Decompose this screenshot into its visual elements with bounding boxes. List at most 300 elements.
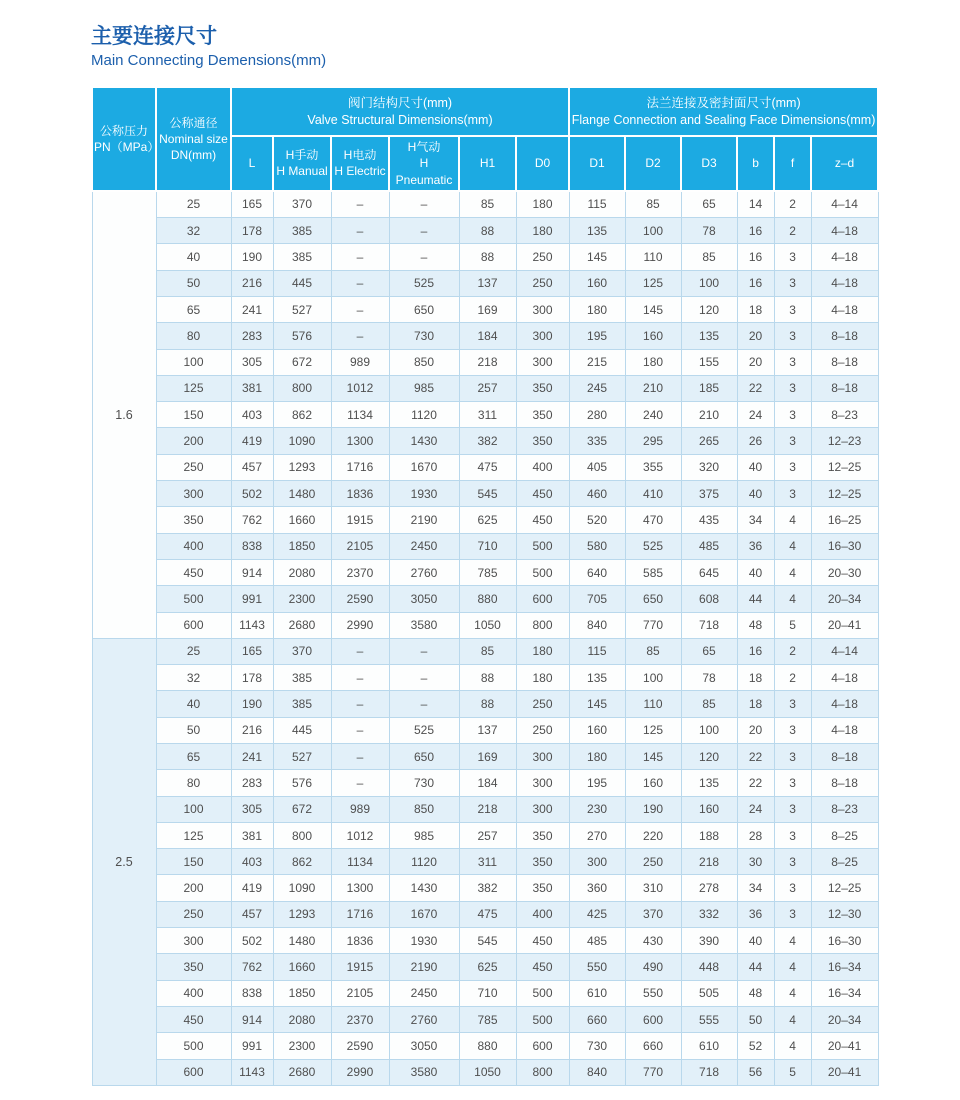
- data-cell: 660: [569, 1006, 625, 1032]
- data-cell: 85: [625, 191, 681, 218]
- data-cell: 14: [737, 191, 774, 218]
- data-cell: 991: [231, 1033, 273, 1059]
- data-cell: 989: [331, 796, 389, 822]
- data-cell: 600: [516, 1033, 569, 1059]
- data-cell: 137: [459, 270, 516, 296]
- header-dn: [156, 87, 231, 191]
- dn-cell: 200: [156, 428, 231, 454]
- data-cell: 16: [737, 270, 774, 296]
- data-cell: 2990: [331, 1059, 389, 1085]
- table-row: [92, 954, 878, 980]
- data-cell: 585: [625, 559, 681, 585]
- data-cell: 445: [273, 270, 331, 296]
- data-cell: 1012: [331, 375, 389, 401]
- table-row: [92, 901, 878, 927]
- data-cell: 1090: [273, 875, 331, 901]
- header-col-h-electric: H电动 H Electric: [331, 136, 389, 191]
- dn-cell: 40: [156, 691, 231, 717]
- dn-cell: 40: [156, 244, 231, 270]
- data-cell: 435: [681, 507, 737, 533]
- table-body: [92, 191, 878, 1086]
- data-cell: 3: [774, 822, 811, 848]
- data-cell: 545: [459, 481, 516, 507]
- table-row: [92, 533, 878, 559]
- header-flange-group-zh: 法兰连接及密封面尺寸(mm): [646, 95, 801, 110]
- data-cell: 545: [459, 928, 516, 954]
- data-cell: 2590: [331, 1033, 389, 1059]
- data-cell: 110: [625, 691, 681, 717]
- data-cell: 3: [774, 481, 811, 507]
- data-cell: 718: [681, 612, 737, 638]
- data-cell: 44: [737, 954, 774, 980]
- data-cell: 185: [681, 375, 737, 401]
- data-cell: 88: [459, 665, 516, 691]
- dn-cell: 32: [156, 665, 231, 691]
- data-cell: 145: [625, 743, 681, 769]
- data-cell: 52: [737, 1033, 774, 1059]
- data-cell: 880: [459, 1033, 516, 1059]
- data-cell: 300: [516, 296, 569, 322]
- data-cell: 505: [681, 980, 737, 1006]
- header-col-b: b: [737, 136, 774, 191]
- data-cell: 3: [774, 770, 811, 796]
- data-cell: 22: [737, 743, 774, 769]
- data-cell: 16–30: [811, 533, 878, 559]
- data-cell: 12–25: [811, 481, 878, 507]
- data-cell: 2760: [389, 559, 459, 585]
- data-cell: 165: [231, 191, 273, 218]
- data-cell: 3: [774, 323, 811, 349]
- data-cell: 1716: [331, 901, 389, 927]
- data-cell: 410: [625, 481, 681, 507]
- data-cell: 850: [389, 349, 459, 375]
- data-cell: 527: [273, 296, 331, 322]
- table-row: [92, 638, 878, 664]
- data-cell: 2080: [273, 1006, 331, 1032]
- data-cell: 1480: [273, 481, 331, 507]
- data-cell: –: [331, 218, 389, 244]
- data-cell: 40: [737, 559, 774, 585]
- data-cell: 500: [516, 559, 569, 585]
- data-cell: 672: [273, 349, 331, 375]
- data-cell: 457: [231, 454, 273, 480]
- data-cell: 1050: [459, 1059, 516, 1085]
- data-cell: 120: [681, 743, 737, 769]
- data-cell: 160: [569, 270, 625, 296]
- data-cell: 390: [681, 928, 737, 954]
- data-cell: 625: [459, 507, 516, 533]
- data-cell: 250: [516, 244, 569, 270]
- data-cell: 650: [389, 743, 459, 769]
- data-cell: 20–41: [811, 612, 878, 638]
- data-cell: 1930: [389, 928, 459, 954]
- data-cell: 730: [389, 323, 459, 349]
- data-cell: 250: [516, 717, 569, 743]
- table-row: [92, 743, 878, 769]
- data-cell: 502: [231, 481, 273, 507]
- data-cell: 169: [459, 743, 516, 769]
- data-cell: 2450: [389, 980, 459, 1006]
- data-cell: 300: [516, 796, 569, 822]
- data-cell: –: [331, 323, 389, 349]
- data-cell: 3: [774, 428, 811, 454]
- data-cell: 1300: [331, 428, 389, 454]
- header-pn-zh: 公称压力: [99, 123, 148, 138]
- data-cell: 24: [737, 402, 774, 428]
- header-dn-en2: DN(mm): [170, 148, 217, 163]
- data-cell: –: [331, 717, 389, 743]
- dn-cell: 100: [156, 796, 231, 822]
- table-row: [92, 218, 878, 244]
- data-cell: 188: [681, 822, 737, 848]
- data-cell: 100: [625, 665, 681, 691]
- data-cell: 20: [737, 717, 774, 743]
- dn-cell: 50: [156, 717, 231, 743]
- data-cell: 730: [569, 1033, 625, 1059]
- data-cell: 5: [774, 612, 811, 638]
- data-cell: 184: [459, 323, 516, 349]
- header-col-h-manual: H手动 H Manual: [273, 136, 331, 191]
- table-row: [92, 980, 878, 1006]
- data-cell: 460: [569, 481, 625, 507]
- data-cell: 914: [231, 1006, 273, 1032]
- data-cell: 85: [681, 244, 737, 270]
- data-cell: 218: [681, 849, 737, 875]
- header-col-zd: z–d: [811, 136, 878, 191]
- data-cell: 403: [231, 849, 273, 875]
- data-cell: 110: [625, 244, 681, 270]
- table-row: [92, 1033, 878, 1059]
- data-cell: 3: [774, 375, 811, 401]
- data-cell: 1850: [273, 533, 331, 559]
- data-cell: 12–23: [811, 428, 878, 454]
- data-cell: 382: [459, 428, 516, 454]
- data-cell: 2: [774, 638, 811, 664]
- data-cell: 485: [681, 533, 737, 559]
- data-cell: 4–18: [811, 691, 878, 717]
- data-cell: 608: [681, 586, 737, 612]
- data-cell: 18: [737, 691, 774, 717]
- data-cell: 3: [774, 402, 811, 428]
- data-cell: 762: [231, 507, 273, 533]
- data-cell: 385: [273, 244, 331, 270]
- data-cell: 3580: [389, 612, 459, 638]
- data-cell: 180: [569, 296, 625, 322]
- data-cell: 610: [569, 980, 625, 1006]
- data-cell: 16: [737, 638, 774, 664]
- data-cell: 350: [516, 849, 569, 875]
- data-cell: 1930: [389, 481, 459, 507]
- data-cell: 475: [459, 454, 516, 480]
- page-title: 主要连接尺寸: [91, 25, 217, 48]
- dn-cell: 400: [156, 980, 231, 1006]
- data-cell: 448: [681, 954, 737, 980]
- data-cell: 3050: [389, 1033, 459, 1059]
- data-cell: 125: [625, 717, 681, 743]
- dn-cell: 100: [156, 349, 231, 375]
- data-cell: –: [331, 665, 389, 691]
- table-row: [92, 191, 878, 218]
- table-row: [92, 559, 878, 585]
- data-cell: 850: [389, 796, 459, 822]
- data-cell: –: [389, 218, 459, 244]
- data-cell: 2760: [389, 1006, 459, 1032]
- data-cell: 310: [625, 875, 681, 901]
- data-cell: 85: [459, 638, 516, 664]
- dn-cell: 80: [156, 770, 231, 796]
- data-cell: 403: [231, 402, 273, 428]
- data-cell: 405: [569, 454, 625, 480]
- data-cell: 137: [459, 717, 516, 743]
- header-col-D0: D0: [516, 136, 569, 191]
- data-cell: 485: [569, 928, 625, 954]
- data-cell: 1293: [273, 454, 331, 480]
- data-cell: 283: [231, 770, 273, 796]
- table-row: [92, 375, 878, 401]
- data-cell: 65: [681, 638, 737, 664]
- data-cell: 2680: [273, 1059, 331, 1085]
- data-cell: 135: [569, 218, 625, 244]
- data-cell: 3580: [389, 1059, 459, 1085]
- data-cell: 1430: [389, 428, 459, 454]
- data-cell: 180: [516, 638, 569, 664]
- data-cell: 8–18: [811, 349, 878, 375]
- data-cell: 12–25: [811, 875, 878, 901]
- data-cell: 370: [625, 901, 681, 927]
- dn-cell: 250: [156, 454, 231, 480]
- data-cell: 3: [774, 901, 811, 927]
- header-pn-en: PN（MPa）: [94, 139, 160, 154]
- header-col-f: f: [774, 136, 811, 191]
- data-cell: 650: [389, 296, 459, 322]
- data-cell: 195: [569, 323, 625, 349]
- data-cell: 985: [389, 375, 459, 401]
- data-cell: 730: [389, 770, 459, 796]
- data-cell: 1090: [273, 428, 331, 454]
- data-cell: 2300: [273, 586, 331, 612]
- data-cell: 785: [459, 1006, 516, 1032]
- data-cell: 278: [681, 875, 737, 901]
- data-cell: 400: [516, 901, 569, 927]
- data-cell: 16–34: [811, 980, 878, 1006]
- data-cell: 425: [569, 901, 625, 927]
- data-cell: 3: [774, 743, 811, 769]
- data-cell: 2370: [331, 1006, 389, 1032]
- data-cell: 2: [774, 191, 811, 218]
- data-cell: 160: [681, 796, 737, 822]
- table-row: [92, 928, 878, 954]
- data-cell: 44: [737, 586, 774, 612]
- data-cell: 4–18: [811, 218, 878, 244]
- data-cell: 16: [737, 244, 774, 270]
- data-cell: 12–25: [811, 454, 878, 480]
- data-cell: 718: [681, 1059, 737, 1085]
- data-cell: 450: [516, 507, 569, 533]
- spec-table: [91, 86, 879, 1086]
- data-cell: 16–25: [811, 507, 878, 533]
- table-row: [92, 454, 878, 480]
- data-cell: 8–23: [811, 402, 878, 428]
- data-cell: 705: [569, 586, 625, 612]
- data-cell: 4: [774, 928, 811, 954]
- table-row: [92, 481, 878, 507]
- data-cell: 215: [569, 349, 625, 375]
- data-cell: 56: [737, 1059, 774, 1085]
- data-cell: 4: [774, 954, 811, 980]
- dn-cell: 125: [156, 822, 231, 848]
- data-cell: 115: [569, 638, 625, 664]
- data-cell: 34: [737, 875, 774, 901]
- data-cell: 350: [516, 822, 569, 848]
- data-cell: 4: [774, 586, 811, 612]
- data-cell: 525: [389, 717, 459, 743]
- data-cell: 1660: [273, 507, 331, 533]
- data-cell: 85: [459, 191, 516, 218]
- data-cell: 216: [231, 270, 273, 296]
- data-cell: 160: [625, 323, 681, 349]
- data-cell: 457: [231, 901, 273, 927]
- data-cell: 40: [737, 454, 774, 480]
- data-cell: 710: [459, 980, 516, 1006]
- data-cell: –: [331, 638, 389, 664]
- table-row: [92, 244, 878, 270]
- data-cell: 40: [737, 928, 774, 954]
- data-cell: 4: [774, 507, 811, 533]
- dn-cell: 300: [156, 928, 231, 954]
- data-cell: 180: [569, 743, 625, 769]
- data-cell: 230: [569, 796, 625, 822]
- data-cell: 762: [231, 954, 273, 980]
- header-col-D3: D3: [681, 136, 737, 191]
- data-cell: 370: [273, 638, 331, 664]
- data-cell: 8–25: [811, 849, 878, 875]
- data-cell: 18: [737, 296, 774, 322]
- data-cell: 20–41: [811, 1059, 878, 1085]
- data-cell: 1670: [389, 901, 459, 927]
- data-cell: 8–18: [811, 770, 878, 796]
- data-cell: 241: [231, 296, 273, 322]
- data-cell: 305: [231, 349, 273, 375]
- data-cell: 4: [774, 533, 811, 559]
- data-cell: 28: [737, 822, 774, 848]
- table-row: [92, 323, 878, 349]
- data-cell: 335: [569, 428, 625, 454]
- table-row: [92, 691, 878, 717]
- data-cell: 991: [231, 586, 273, 612]
- dn-cell: 80: [156, 323, 231, 349]
- dn-cell: 450: [156, 1006, 231, 1032]
- data-cell: 250: [625, 849, 681, 875]
- data-cell: 914: [231, 559, 273, 585]
- table-row: [92, 270, 878, 296]
- header-dn-en1: Nominal size: [159, 131, 228, 146]
- data-cell: 880: [459, 586, 516, 612]
- data-cell: 3: [774, 796, 811, 822]
- data-cell: 490: [625, 954, 681, 980]
- data-cell: 135: [681, 323, 737, 349]
- data-cell: 16–34: [811, 954, 878, 980]
- data-cell: 1134: [331, 849, 389, 875]
- data-cell: 672: [273, 796, 331, 822]
- data-cell: 3: [774, 849, 811, 875]
- data-cell: 1480: [273, 928, 331, 954]
- dn-cell: 32: [156, 218, 231, 244]
- data-cell: 350: [516, 428, 569, 454]
- dn-cell: 300: [156, 481, 231, 507]
- data-cell: 580: [569, 533, 625, 559]
- data-cell: 4: [774, 1033, 811, 1059]
- data-cell: –: [331, 296, 389, 322]
- data-cell: 2190: [389, 507, 459, 533]
- data-cell: 4: [774, 980, 811, 1006]
- data-cell: 1143: [231, 612, 273, 638]
- data-cell: 220: [625, 822, 681, 848]
- data-cell: 350: [516, 875, 569, 901]
- data-cell: 445: [273, 717, 331, 743]
- data-cell: 4–18: [811, 717, 878, 743]
- data-cell: 184: [459, 770, 516, 796]
- data-cell: 216: [231, 717, 273, 743]
- data-cell: 2370: [331, 559, 389, 585]
- data-cell: 838: [231, 980, 273, 1006]
- table-row: [92, 717, 878, 743]
- data-cell: –: [331, 743, 389, 769]
- data-cell: –: [389, 191, 459, 218]
- dn-cell: 150: [156, 849, 231, 875]
- data-cell: 550: [569, 954, 625, 980]
- data-cell: 210: [625, 375, 681, 401]
- data-cell: 382: [459, 875, 516, 901]
- data-cell: 525: [389, 270, 459, 296]
- data-cell: 160: [569, 717, 625, 743]
- data-cell: 280: [569, 402, 625, 428]
- data-cell: 100: [625, 218, 681, 244]
- data-cell: 100: [681, 270, 737, 296]
- data-cell: –: [331, 691, 389, 717]
- data-cell: 85: [681, 691, 737, 717]
- data-cell: 250: [516, 270, 569, 296]
- header-col-D1: D1: [569, 136, 625, 191]
- data-cell: 190: [231, 691, 273, 717]
- data-cell: 838: [231, 533, 273, 559]
- data-cell: 16–30: [811, 928, 878, 954]
- data-cell: 2105: [331, 980, 389, 1006]
- data-cell: 145: [625, 296, 681, 322]
- data-cell: 520: [569, 507, 625, 533]
- data-cell: 350: [516, 402, 569, 428]
- data-cell: –: [331, 191, 389, 218]
- data-cell: 20–34: [811, 1006, 878, 1032]
- data-cell: 840: [569, 612, 625, 638]
- data-cell: –: [389, 691, 459, 717]
- data-cell: 1012: [331, 822, 389, 848]
- data-cell: 1670: [389, 454, 459, 480]
- dn-cell: 25: [156, 191, 231, 218]
- data-cell: 88: [459, 218, 516, 244]
- data-cell: 800: [516, 612, 569, 638]
- data-cell: 36: [737, 901, 774, 927]
- data-cell: 65: [681, 191, 737, 218]
- data-cell: 4–18: [811, 296, 878, 322]
- data-cell: 48: [737, 980, 774, 1006]
- data-cell: 78: [681, 218, 737, 244]
- data-cell: 4–18: [811, 665, 878, 691]
- data-cell: –: [389, 638, 459, 664]
- header-flange-group-en: Flange Connection and Sealing Face Dimensions(mm): [571, 112, 876, 127]
- data-cell: 3: [774, 454, 811, 480]
- data-cell: 2: [774, 218, 811, 244]
- data-cell: 190: [231, 244, 273, 270]
